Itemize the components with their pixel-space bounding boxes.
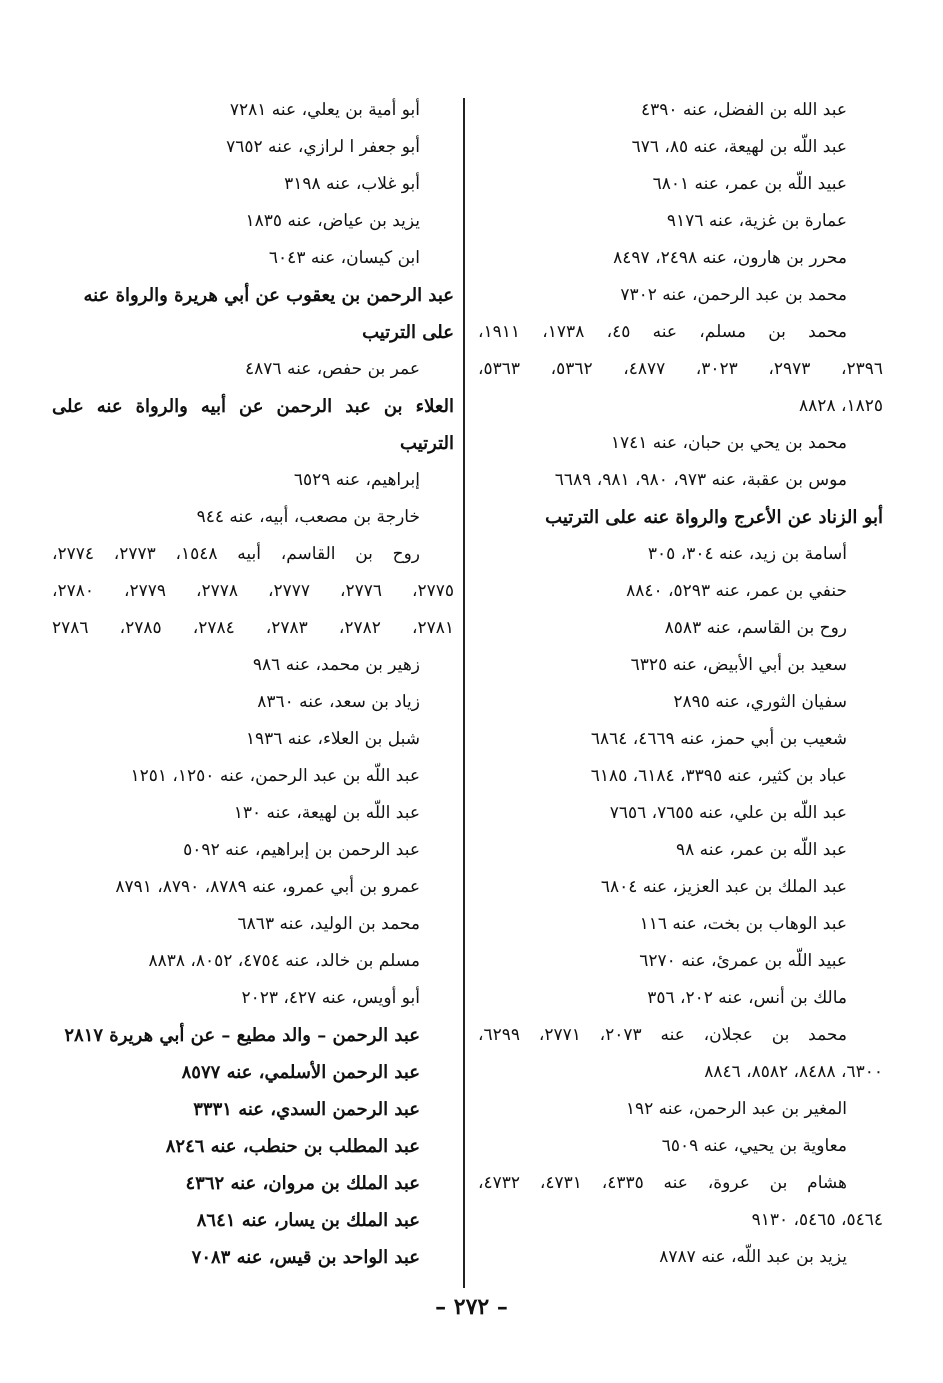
column-divider xyxy=(463,98,465,1288)
index-entry: العلاء بن عبد الرحمن عن أبيه والرواة عنه على xyxy=(52,396,454,417)
index-entry: عبد اللّه بن لهيعة، عنه ٨٥، ٦٧٦ xyxy=(631,137,847,157)
index-entry: عبد الرحمن الأسلمي، عنه ٨٥٧٧ xyxy=(181,1062,420,1083)
index-entry: عبد اللّه بن عمر، عنه ٩٨ xyxy=(675,840,847,860)
index-entry: عبيد اللّه بن عمر، عنه ٦٨٠١ xyxy=(652,174,847,194)
index-entry: عبد الملك بن يسار، عنه ٨٦٤١ xyxy=(196,1210,420,1231)
index-entry: إبراهيم، عنه ٦٥٢٩ xyxy=(293,470,420,490)
left-column xyxy=(52,92,454,1276)
index-entry: يزيد بن عياض، عنه ١٨٣٥ xyxy=(245,211,420,231)
index-entry: عبد الواحد بن قيس، عنه ٧٠٨٣ xyxy=(191,1247,420,1268)
index-entry: عبد اللّه بن عبد الرحمن، عنه ١٢٥٠، ١٢٥١ xyxy=(130,766,420,786)
page-number: – ٢٧٢ – xyxy=(435,1294,508,1320)
index-entry: روح بن القاسم، عنه ٨٥٨٣ xyxy=(664,618,847,638)
index-entry: شبل بن العلاء، عنه ١٩٣٦ xyxy=(245,729,420,749)
index-entry: محمد بن عجلان، عنه ٢٠٧٣، ٢٧٧١، ٦٢٩٩، xyxy=(478,1025,848,1045)
index-entry: عمر بن حفص، عنه ٤٨٧٦ xyxy=(245,359,420,379)
index-entry: محمد بن الوليد، عنه ٦٨٦٣ xyxy=(237,914,420,934)
index-entry: روح بن القاسم، أبيه ١٥٤٨، ٢٧٧٣، ٢٧٧٤، xyxy=(52,544,421,564)
index-entry: أبو أويس، عنه ٤٢٧، ٢٠٢٣ xyxy=(241,988,420,1008)
index-entry: يزيد بن عبد اللّه، عنه ٨٧٨٧ xyxy=(659,1247,847,1267)
index-entry: عبد الرحمن بن يعقوب عن أبي هريرة والرواة عنه xyxy=(83,285,454,306)
index-entry: عمارة بن غزية، عنه ٩١٧٦ xyxy=(666,211,847,231)
index-entry: سفيان الثوري، عنه ٢٨٩٥ xyxy=(673,692,847,712)
index-entry: مسلم بن خالد، عنه ٤٧٥٤، ٨٠٥٢، ٨٨٣٨ xyxy=(148,951,420,971)
index-entry: على الترتيب xyxy=(362,322,454,343)
index-entry: هشام بن عروة، عنه ٤٣٣٥، ٤٧٣١، ٤٧٣٢، xyxy=(478,1173,848,1193)
index-entry: ٢٧٧٥، ٢٧٧٦، ٢٧٧٧، ٢٧٧٨، ٢٧٧٩، ٢٧٨٠، xyxy=(52,581,454,601)
index-entry: عمرو بن أبي عمرو، عنه ٨٧٨٩، ٨٧٩٠، ٨٧٩١ xyxy=(115,877,420,897)
index-entry: عبد الرحمن – والد مطيع – عن أبي هريرة ٢٨١٧ xyxy=(64,1025,420,1046)
index-entry: خارجة بن مصعب، أبيه، عنه ٩٤٤ xyxy=(196,507,420,527)
index-entry: موس بن عقبة، عنه ٩٧٣، ٩٨٠، ٩٨١، ٦٦٨٩ xyxy=(554,470,847,490)
index-entry: أبو أمية بن يعلي، عنه ٧٢٨١ xyxy=(229,100,420,120)
index-entry: عبد الوهاب بن بخت، عنه ١١٦ xyxy=(639,914,847,934)
index-entry: محمد بن مسلم، عنه ٤٥، ١٧٣٨، ١٩١١، xyxy=(478,322,848,342)
right-column xyxy=(478,92,883,1276)
index-entry: ٢٣٩٦، ٢٩٧٣، ٣٠٢٣، ٤٨٧٧، ٥٣٦٢، ٥٣٦٣، xyxy=(478,359,883,379)
index-entry: أسامة بن زيد، عنه ٣٠٤، ٣٠٥ xyxy=(647,544,847,564)
index-entry: عبد الملك بن مروان، عنه ٤٣٦٢ xyxy=(185,1173,420,1194)
index-entry: أبو جعفر ا لرازي، عنه ٧٦٥٢ xyxy=(226,137,420,157)
index-entry: ٦٣٠٠، ٨٤٨٨، ٨٥٨٢، ٨٨٤٦ xyxy=(704,1062,883,1082)
index-entry: زياد بن سعد، عنه ٨٣٦٠ xyxy=(257,692,420,712)
index-entry: أبو غلاب، عنه ٣١٩٨ xyxy=(284,174,420,194)
index-entry: ١٨٢٥، ٨٨٢٨ xyxy=(799,396,883,416)
index-entry: ٢٧٨١، ٢٧٨٢، ٢٧٨٣، ٢٧٨٤، ٢٧٨٥، ٢٧٨٦ xyxy=(52,618,454,638)
index-entry: عبد اللّه بن علي، عنه ٧٦٥٥، ٧٦٥٦ xyxy=(609,803,847,823)
index-entry: عبد المطلب بن حنطب، عنه ٨٢٤٦ xyxy=(165,1136,420,1157)
index-entry: سعيد بن أبي الأبيض، عنه ٦٣٢٥ xyxy=(630,655,847,675)
index-entry: المغير بن عبد الرحمن، عنه ١٩٢ xyxy=(625,1099,847,1119)
index-entry: ابن كيسان، عنه ٦٠٤٣ xyxy=(268,248,420,268)
index-entry: محمد بن يحي بن حبان، عنه ١٧٤١ xyxy=(610,433,847,453)
index-entry: عباد بن كثير، عنه ٣٣٩٥، ٦١٨٤، ٦١٨٥ xyxy=(590,766,847,786)
index-entry: حنفي بن عمر، عنه ٥٢٩٣، ٨٨٤٠ xyxy=(626,581,847,601)
index-entry: عبد الرحمن السدي، عنه ٣٣٣١ xyxy=(193,1099,420,1120)
index-entry: ٥٤٦٤، ٥٤٦٥، ٩١٣٠ xyxy=(751,1210,883,1230)
index-entry: محرر بن هارون، عنه ٢٤٩٨، ٨٤٩٧ xyxy=(613,248,847,268)
index-entry: عبد الرحمن بن إبراهيم، عنه ٥٠٩٢ xyxy=(183,840,420,860)
index-entry: معاوية بن يحيي، عنه ٦٥٠٩ xyxy=(661,1136,847,1156)
index-entry: شعيب بن أبي حمز، عنه ٤٦٦٩، ٦٨٦٤ xyxy=(590,729,847,749)
index-entry: عبد الله بن الفضل، عنه ٤٣٩٠ xyxy=(640,100,847,120)
index-entry: أبو الزناد عن الأعرج والرواة عنه على الترتيب xyxy=(545,507,883,528)
index-entry: عبد اللّه بن لهيعة، عنه ١٣٠ xyxy=(233,803,420,823)
index-entry: زهير بن محمد، عنه ٩٨٦ xyxy=(252,655,420,675)
index-entry: الترتيب xyxy=(400,433,454,454)
index-entry: محمد بن عبد الرحمن، عنه ٧٣٠٢ xyxy=(620,285,847,305)
index-entry: عبد الملك بن عبد العزيز، عنه ٦٨٠٤ xyxy=(600,877,847,897)
index-entry: عبيد اللّه بن عمرئ، عنه ٦٢٧٠ xyxy=(639,951,847,971)
index-entry: مالك بن أنس، عنه ٢٠٢، ٣٥٦ xyxy=(647,988,847,1008)
